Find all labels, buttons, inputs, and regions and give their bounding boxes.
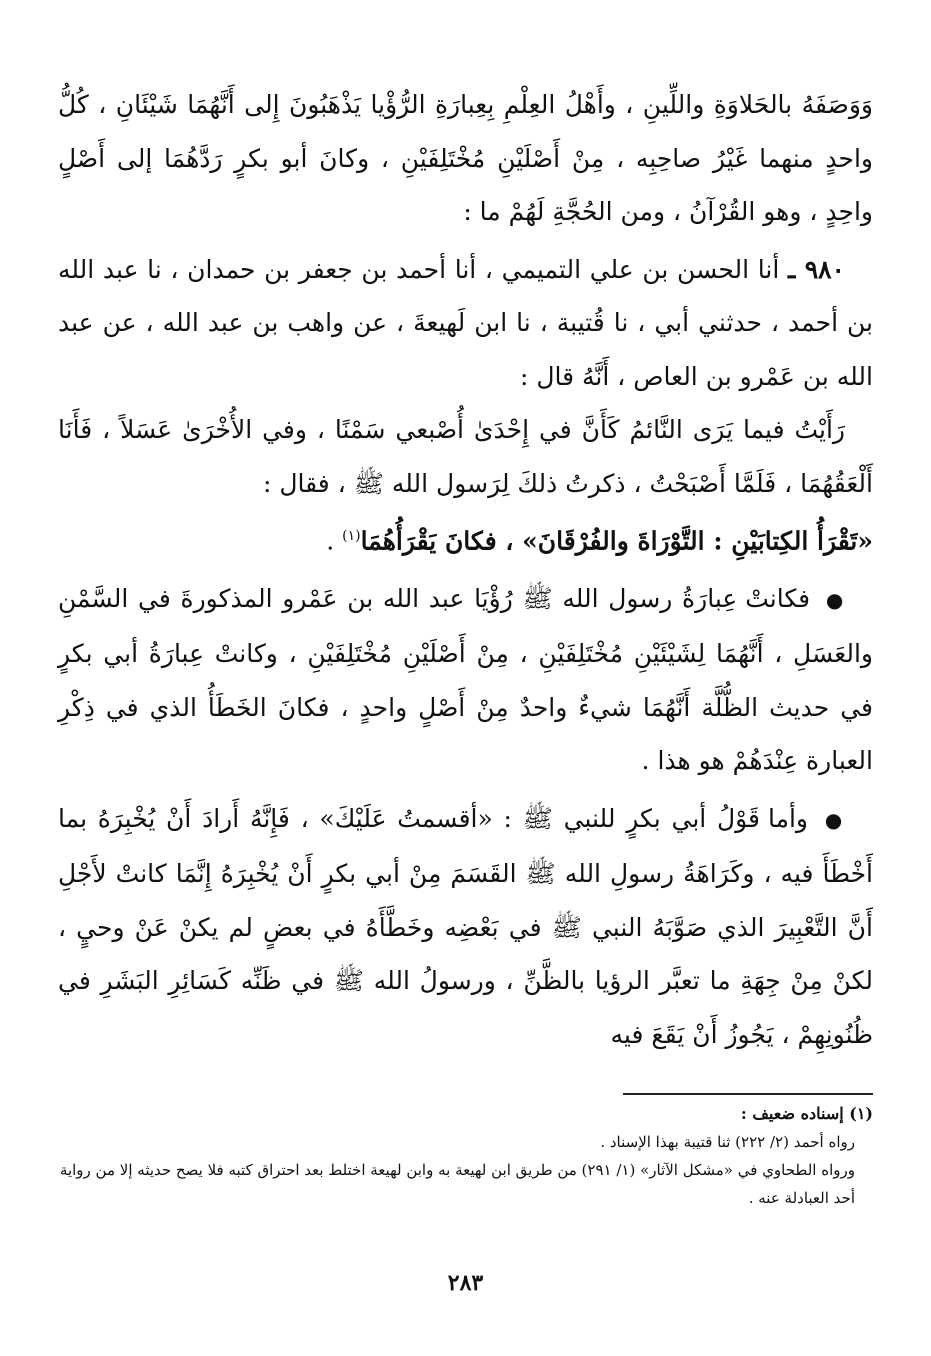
- paragraph-three-text: وأما قَوْلُ أبي بكرٍ للنبي ﷺ : «أقسمتُ عَلَيْكَ» ، فَإِنَّهُ أَرادَ أَنْ يُخْبِرَهُ بما أَخْطَأَ فيه ، وكَرَاهَةُ رسولِ الله ﷺ القَسَمَ مِنْ أبي بكرٍ أَنْ يُخْبِرَهُ إِنَّمَا كانتْ لأَجْلِ أَنَّ التَّعْبِيرَ الذي صَوَّبَهُ النبي ﷺ في بَعْضِه وخَطَّأَهُ في بعضٍ لم يكنْ عَنْ وحيٍ ، لكنْ مِنْ جِهَةِ ما تعبَّر الرؤيا بالظَّنِّ ، ورسولُ الله ﷺ في ظَنِّه كَسَائِرِ البَشَرِ في ظُنُونِهِمْ ، يَجُوزُ أَنْ يَقَعَ فيه: [58, 803, 873, 1049]
- footnote-heading: (١) إسناده ضعيف :: [740, 1104, 873, 1123]
- page-number: ٢٨٣: [447, 1270, 484, 1296]
- footnote-line-one: رواه أحمد (٢/ ٢٢٢) ثنا قتيبة بهذا الإسناد .: [600, 1133, 855, 1151]
- paragraph-two: [58, 572, 873, 788]
- hadith-chain-text: أنا الحسن بن علي التميمي ، أنا أحمد بن جعفر بن حمدان ، نا عبد الله بن أحمد ، حدثني أبي ، نا قُتيبة ، نا ابن لَهيعةَ ، عن واهب بن عبد الله ، عن عبد الله بن عَمْرو بن العاص ، أَنَّهُ قال :: [58, 254, 873, 391]
- prophet-quote: «تَقْرَأُ الكِتابَيْنِ : التَّوْرَاةَ والفُرْقَانَ» ، فكانَ يَقْرَأُهُمَا: [360, 526, 873, 556]
- prophet-quote-end: .: [326, 526, 343, 556]
- footnote-ref: (١): [342, 528, 361, 544]
- hadith-text: رَأَيْتُ فيما يَرَى النَّائمُ كَأَنَّ في إِحْدَىٰ أُصْبعي سَمْنًا ، وفي الأُخْرَىٰ عَسَلاً ، فَأَنَا أَلْعَقُهُمَا ، فَلَمَّا أَصْبَحْتُ ، ذكرتُ ذلكَ لِرَسول الله ﷺ ، فقال :: [58, 415, 873, 498]
- hadith-text-paragraph: [58, 403, 873, 510]
- page-body: [58, 78, 873, 1061]
- footnotes: [58, 1100, 873, 1212]
- paragraph-three: [58, 792, 873, 1062]
- intro-text: وَوَصَفَهُ بالحَلاوَةِ واللِّينِ ، وأَهْلُ العِلْمِ بِعِبارَةِ الرُّؤْيا يَذْهَبُونَ إِلى أَنَّهُمَا شَيْئَانِ ، كُلُّ واحدٍ منهما غَيْرُ صاحِبِه ، مِنْ أَصْلَيْنِ مُخْتَلِفَيْنِ ، وكانَ أبو بكرٍ رَدَّهُمَا إلى أَصْلٍ واحِدٍ ، وهو القُرْآنُ ، ومن الحُجَّةِ لَهُمْ ما :: [58, 90, 873, 226]
- footnote-line-two: ورواه الطحاوي في «مشكل الآثار» (١/ ٢٩١) من طريق ابن لهيعة به وابن لهيعة اختلط بعد احتراق كتبه فلا يصح حديثه إلا من رواية أحد العبادلة عنه .: [59, 1161, 855, 1207]
- prophet-quote-paragraph: [58, 510, 873, 568]
- hadith-chain-paragraph: [58, 243, 873, 404]
- paragraph-two-text: فكانتْ عِبارَةُ رسول الله ﷺ رُؤْيَا عبد الله بن عَمْرو المذكورةَ في السَّمْنِ والعَسَلِ ، أَنَّهُمَا لِشَيْئَيْنِ مُخْتَلِفَيْنِ ، مِنْ أَصْلَيْنِ مُخْتَلِفَيْنِ ، وكانتْ عِبارَةُ أبي بكرٍ في حديث الظُّلَّة أَنَّهُمَا شيءٌ واحدٌ مِنْ أَصْلٍ واحدٍ ، فكانَ الخَطَأُ الذي في ذِكْرِ العبارة عِنْدَهُمْ هو هذا .: [58, 583, 873, 776]
- footnote-divider: [623, 1093, 873, 1095]
- intro-paragraph: [58, 78, 873, 239]
- bullet-icon: ●: [825, 587, 845, 612]
- hadith-number: ٩٨٠ ـ: [787, 254, 845, 284]
- bullet-icon: ●: [824, 807, 845, 832]
